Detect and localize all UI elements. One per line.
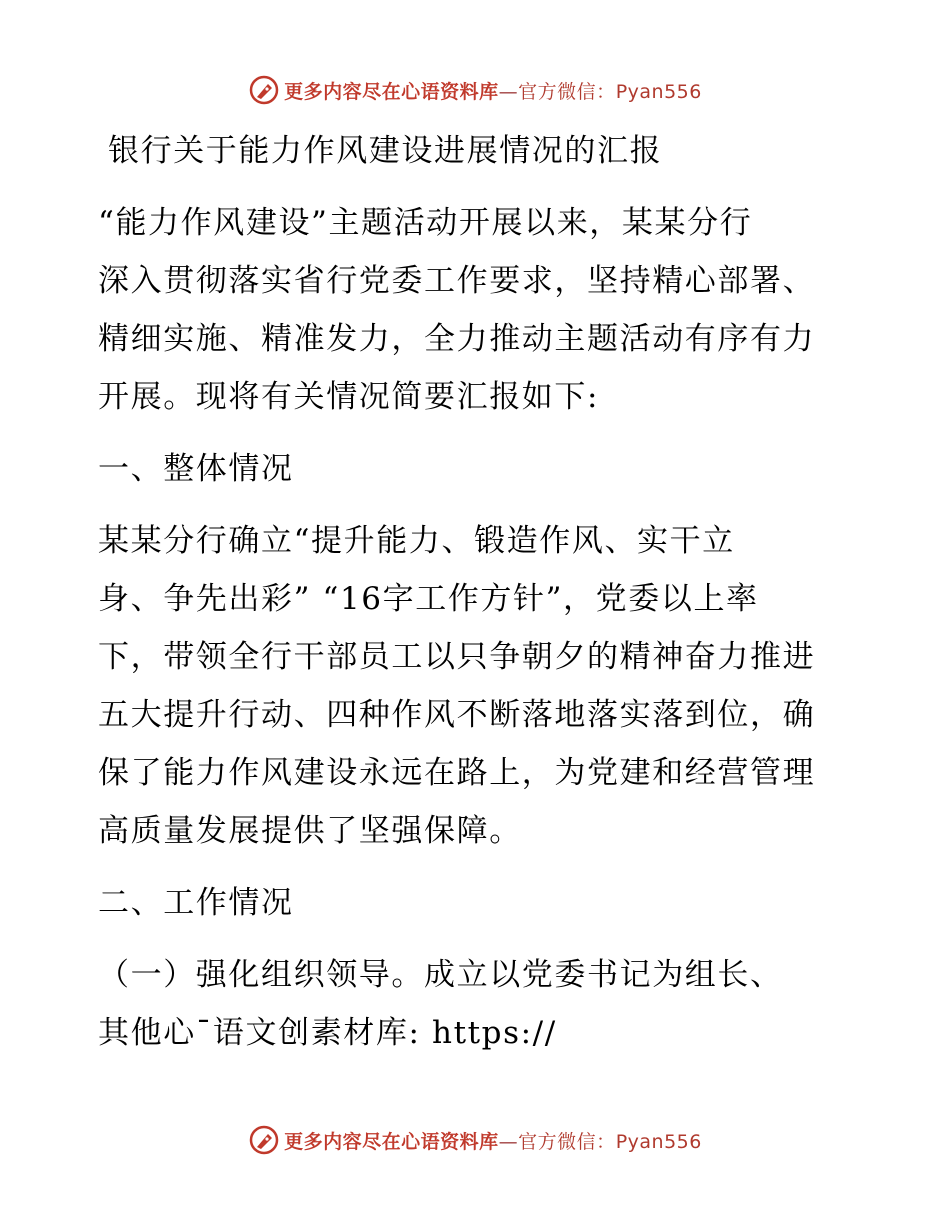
section-heading-overall <box>98 440 858 498</box>
banner-wechat-label: 官方微信： <box>518 80 616 103</box>
paragraph-overall <box>98 512 858 860</box>
paragraph-line: “能力作风建设”主题活动开展以来，某某分行 <box>98 205 753 241</box>
paragraph-line: 精细实施、精准发力，全力推动主题活动有序有力 <box>98 321 816 357</box>
header-banner <box>0 70 950 110</box>
paragraph-intro <box>98 194 858 426</box>
section-heading-work <box>98 874 858 932</box>
paragraph-line: 保了能力作风建设永远在路上，为党建和经营管理 <box>98 755 816 791</box>
section-heading: 一、整体情况 <box>98 451 294 487</box>
banner-main-text: 更多内容尽在心语资料库 <box>284 80 499 103</box>
banner-text <box>284 77 702 104</box>
paragraph-line: 开展。现将有关情况简要汇报如下: <box>98 379 600 415</box>
document-title: 银行关于能力作风建设进展情况的汇报 <box>108 133 663 169</box>
paragraph-line: 深入贯彻落实省行党委工作要求，坚持精心部署、 <box>98 263 816 299</box>
banner-wechat-id: Pyan556 <box>615 1130 702 1153</box>
pen-nib-logo-icon <box>248 1124 280 1156</box>
document-body <box>98 122 858 1062</box>
pen-nib-logo-icon <box>248 74 280 106</box>
banner-text <box>284 1127 702 1154</box>
paragraph-line: 身、争先出彩” “16字工作方针”，党委以上率 <box>98 581 759 617</box>
paragraph-line: 其他心¯语文创素材库: https:// <box>98 1015 557 1051</box>
paragraph-line: （一）强化组织领导。成立以党委书记为组长、 <box>98 957 783 993</box>
banner-separator: — <box>498 1130 519 1153</box>
banner-separator: — <box>498 80 519 103</box>
paragraph-line: 高质量发展提供了坚强保障。 <box>98 813 522 849</box>
section-heading: 二、工作情况 <box>98 885 294 921</box>
paragraph-line: 五大提升行动、四种作风不断落地落实落到位，确 <box>98 697 816 733</box>
paragraph-line: 某某分行确立“提升能力、锻造作风、实干立 <box>98 523 735 559</box>
footer-banner <box>0 1120 950 1160</box>
paragraph-work <box>98 946 858 1062</box>
banner-wechat-label: 官方微信： <box>518 1130 616 1153</box>
banner-wechat-id: Pyan556 <box>615 80 702 103</box>
paragraph-line: 下，带领全行干部员工以只争朝夕的精神奋力推进 <box>98 639 816 675</box>
banner-main-text: 更多内容尽在心语资料库 <box>284 1130 499 1153</box>
